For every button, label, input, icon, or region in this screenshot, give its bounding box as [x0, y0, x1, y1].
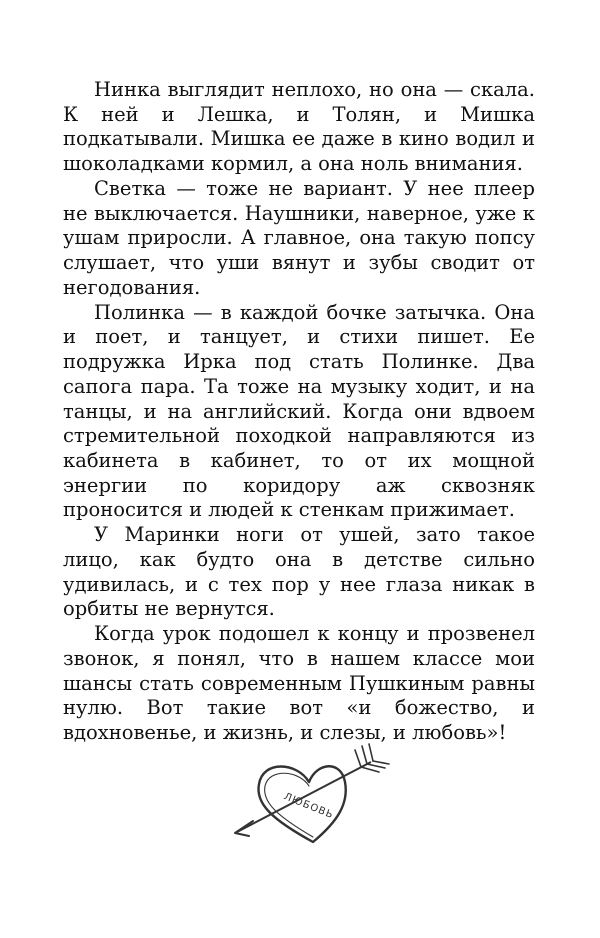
body-text: [63, 78, 535, 746]
paragraph-svetka: Светка — тоже не вариант. У нее плеер не выключается. Наушники, наверное, уже к ушам приросли. А главное, она такую попсу слушает, что уши вянут и зубы сводит от негодования.: [63, 177, 535, 299]
paragraph-ninka: Нинка выглядит неплохо, но она — скала. К ней и Лешка, и Толян, и Мишка подкатывали. Мишка ее даже в кино водил и шоколадками кормил, а она ноль внимания.: [63, 78, 535, 176]
arrow-shaft: [237, 762, 371, 832]
heart-arrow-illustration: [225, 742, 395, 852]
paragraph-marinka: У Маринки ноги от ушей, зато такое лицо, как будто она в детстве сильно удивилась, и с тех пор у нее глаза никак в орбиты не вернутся.: [63, 523, 535, 621]
heart-word-label: ЛЮБОВЬ: [282, 791, 336, 822]
paragraph-polinka: Полинка — в каждой бочке затычка. Она и поет, и танцует, и стихи пишет. Ее подружка Ирка под стать Полинке. Два сапога пара. Та тоже на музыку ходит, и на танцы, и на английский. Когда они вдвоем стремительной походкой направляются из кабинета в кабинет, то от их мощной энергии по коридору аж сквозняк проносится и людей к стенкам прижимает.: [63, 300, 535, 522]
heart-arrow-drawing: [225, 742, 395, 852]
paragraph-lesson-end: Когда урок подошел к концу и прозвенел звонок, я понял, что в нашем классе мои шансы стать современным Пушкиным равны нулю. Вот такие вот «и божество, и вдохновенье, и жизнь, и слезы, и любовь»!: [63, 622, 535, 745]
